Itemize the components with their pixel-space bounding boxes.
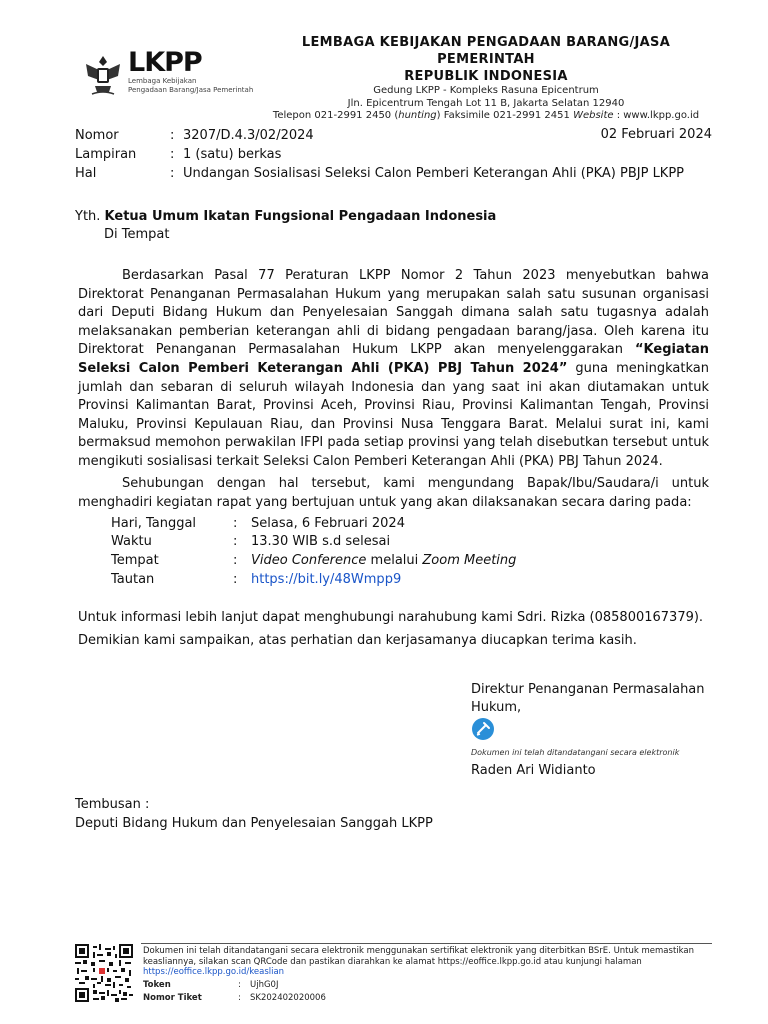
garuda-emblem-icon	[82, 50, 124, 96]
logo-subtitle	[128, 77, 253, 95]
schedule-time-label: Waktu	[111, 534, 152, 549]
footer-divider	[141, 943, 712, 944]
token-label: Token	[143, 980, 171, 990]
nomor-value: 3207/D.4.3/02/2024	[183, 128, 314, 143]
ticket-value: SK202402020006	[250, 993, 326, 1003]
token-value: UjhG0J	[250, 980, 279, 990]
schedule-link-label: Tautan	[111, 572, 155, 587]
hal-label: Hal	[75, 166, 97, 181]
address-line-1: Gedung LKPP - Kompleks Rasuna Epicentrum	[373, 85, 599, 96]
letter-date: 02 Februari 2024	[600, 127, 712, 142]
ticket-colon: :	[238, 993, 241, 1003]
schedule-day-label: Hari, Tanggal	[111, 516, 197, 531]
signatory-title-line-1: Direktur Penanganan Permasalahan	[471, 682, 705, 697]
qr-code-icon[interactable]	[75, 944, 133, 1002]
body-paragraph-1: Berdasarkan Pasal 77 Peraturan LKPP Nomor 2 Tahun 2023 menyebutkan bahwa Direktorat Penanganan Permasalahan Hukum yang merupakan salah satu susunan organisasi dari Deputi Bidang Hukum dan Penyelesaian Sanggah dimana salah satu tugasnya adalah melaksanakan pemberian keterangan ahli di bidang pengadaan barang/jasa. Oleh karena itu Direktorat Penanganan Permasalahan Hukum LKPP akan menyelenggarakan “Kegiatan Seleksi Calon Pemberi Keterangan Ahli (PKA) PBJ Tahun 2024” guna meningkatkan jumlah dan sebaran di seluruh wilayah Indonesia dan yang saat ini akan diutamakan untuk Provinsi Kalimantan Barat, Provinsi Aceh, Provinsi Riau, Provinsi Kalimantan Tengah, Provinsi Maluku, Provinsi Kepulauan Riau, dan Provinsi Nusa Tenggara Barat. Melalui surat ini, kami bermaksud memohon perwakilan IFPI pada setiap provinsi yang telah disebutkan tersebut untuk mengikuti sosialisasi terkait Seleksi Calon Pemberi Keterangan Ahli (PKA) PBJ Tahun 2024.	[78, 268, 709, 469]
lampiran-label: Lampiran	[75, 147, 137, 162]
cc-item: Deputi Bidang Hukum dan Penyelesaian Sanggah LKPP	[75, 816, 433, 831]
schedule-link-colon: :	[233, 572, 238, 587]
schedule-place-label: Tempat	[111, 553, 159, 568]
recipient-place: Di Tempat	[104, 227, 170, 242]
schedule-place-value: Video Conference melalui Zoom Meeting	[251, 553, 517, 568]
institution-name: LEMBAGA KEBIJAKAN PENGADAAN BARANG/JASA PEMERINTAH	[301, 35, 671, 67]
footer-notice	[143, 946, 713, 978]
nomor-colon: :	[170, 128, 175, 143]
esign-note: Dokumen ini telah ditandatangani secara elektronik	[471, 748, 680, 757]
institution-country: REPUBLIK INDONESIA	[404, 69, 568, 84]
schedule-time-value: 13.30 WIB s.d selesai	[251, 534, 391, 549]
address-line-2: Jln. Epicentrum Tengah Lot 11 B, Jakarta Selatan 12940	[347, 97, 625, 109]
logo-subtitle-line-1: Lembaga Kebijakan	[128, 77, 197, 85]
hal-colon: :	[170, 166, 175, 181]
closing-thanks: Demikian kami sampaikan, atas perhatian dan kerjasamanya diucapkan terima kasih.	[78, 633, 637, 648]
meeting-link[interactable]: https://bit.ly/48Wmpp9	[251, 572, 402, 587]
hal-value: Undangan Sosialisasi Seleksi Calon Pemberi Keterangan Ahli (PKA) PBJP LKPP	[183, 166, 685, 181]
esign-badge-icon	[471, 717, 495, 741]
schedule-time-colon: :	[233, 534, 238, 549]
lampiran-value: 1 (satu) berkas	[183, 147, 282, 162]
verification-link[interactable]: https://eoffice.lkpp.go.id/keaslian	[143, 967, 285, 977]
recipient	[75, 209, 496, 224]
ticket-label: Nomor Tiket	[143, 993, 202, 1003]
schedule-place-colon: :	[233, 553, 238, 568]
letterhead	[258, 34, 714, 123]
footer-text: Dokumen ini telah ditandatangani secara elektronik menggunakan sertifikat elektronik yang diterbitkan BSrE. Untuk memastikan keasliannya, silakan scan QRCode dan pastikan diarahkan ke alamat https://eoffice.lkpp.go.id atau kunjungi halaman	[143, 946, 695, 967]
address-line-3: Telepon 021-2991 2450 (hunting) Faksimile 021-2991 2451 Website : www.lkpp.go.id	[272, 110, 700, 121]
token-colon: :	[238, 980, 241, 990]
body-paragraph-2: Sehubungan dengan hal tersebut, kami mengundang Bapak/Ibu/Saudara/i untuk menghadiri kegiatan rapat yang bertujuan untuk yang akan dilaksanakan secara daring pada:	[78, 476, 709, 510]
logo-text: LKPP	[128, 47, 202, 78]
lampiran-colon: :	[170, 147, 175, 162]
schedule-day-colon: :	[233, 516, 238, 531]
cc-label: Tembusan :	[75, 797, 150, 812]
recipient-name: Ketua Umum Ikatan Fungsional Pengadaan Indonesia	[104, 209, 497, 224]
recipient-prefix: Yth.	[75, 209, 105, 224]
schedule-day-value: Selasa, 6 Februari 2024	[251, 516, 405, 531]
signatory-title	[471, 681, 705, 717]
nomor-label: Nomor	[75, 128, 119, 143]
signatory-title-line-2: Hukum,	[471, 700, 522, 715]
signatory-name: Raden Ari Widianto	[471, 763, 596, 778]
contact-info: Untuk informasi lebih lanjut dapat menghubungi narahubung kami Sdri. Rizka (085800167379).	[78, 610, 704, 625]
logo-subtitle-line-2: Pengadaan Barang/Jasa Pemerintah	[128, 86, 254, 94]
